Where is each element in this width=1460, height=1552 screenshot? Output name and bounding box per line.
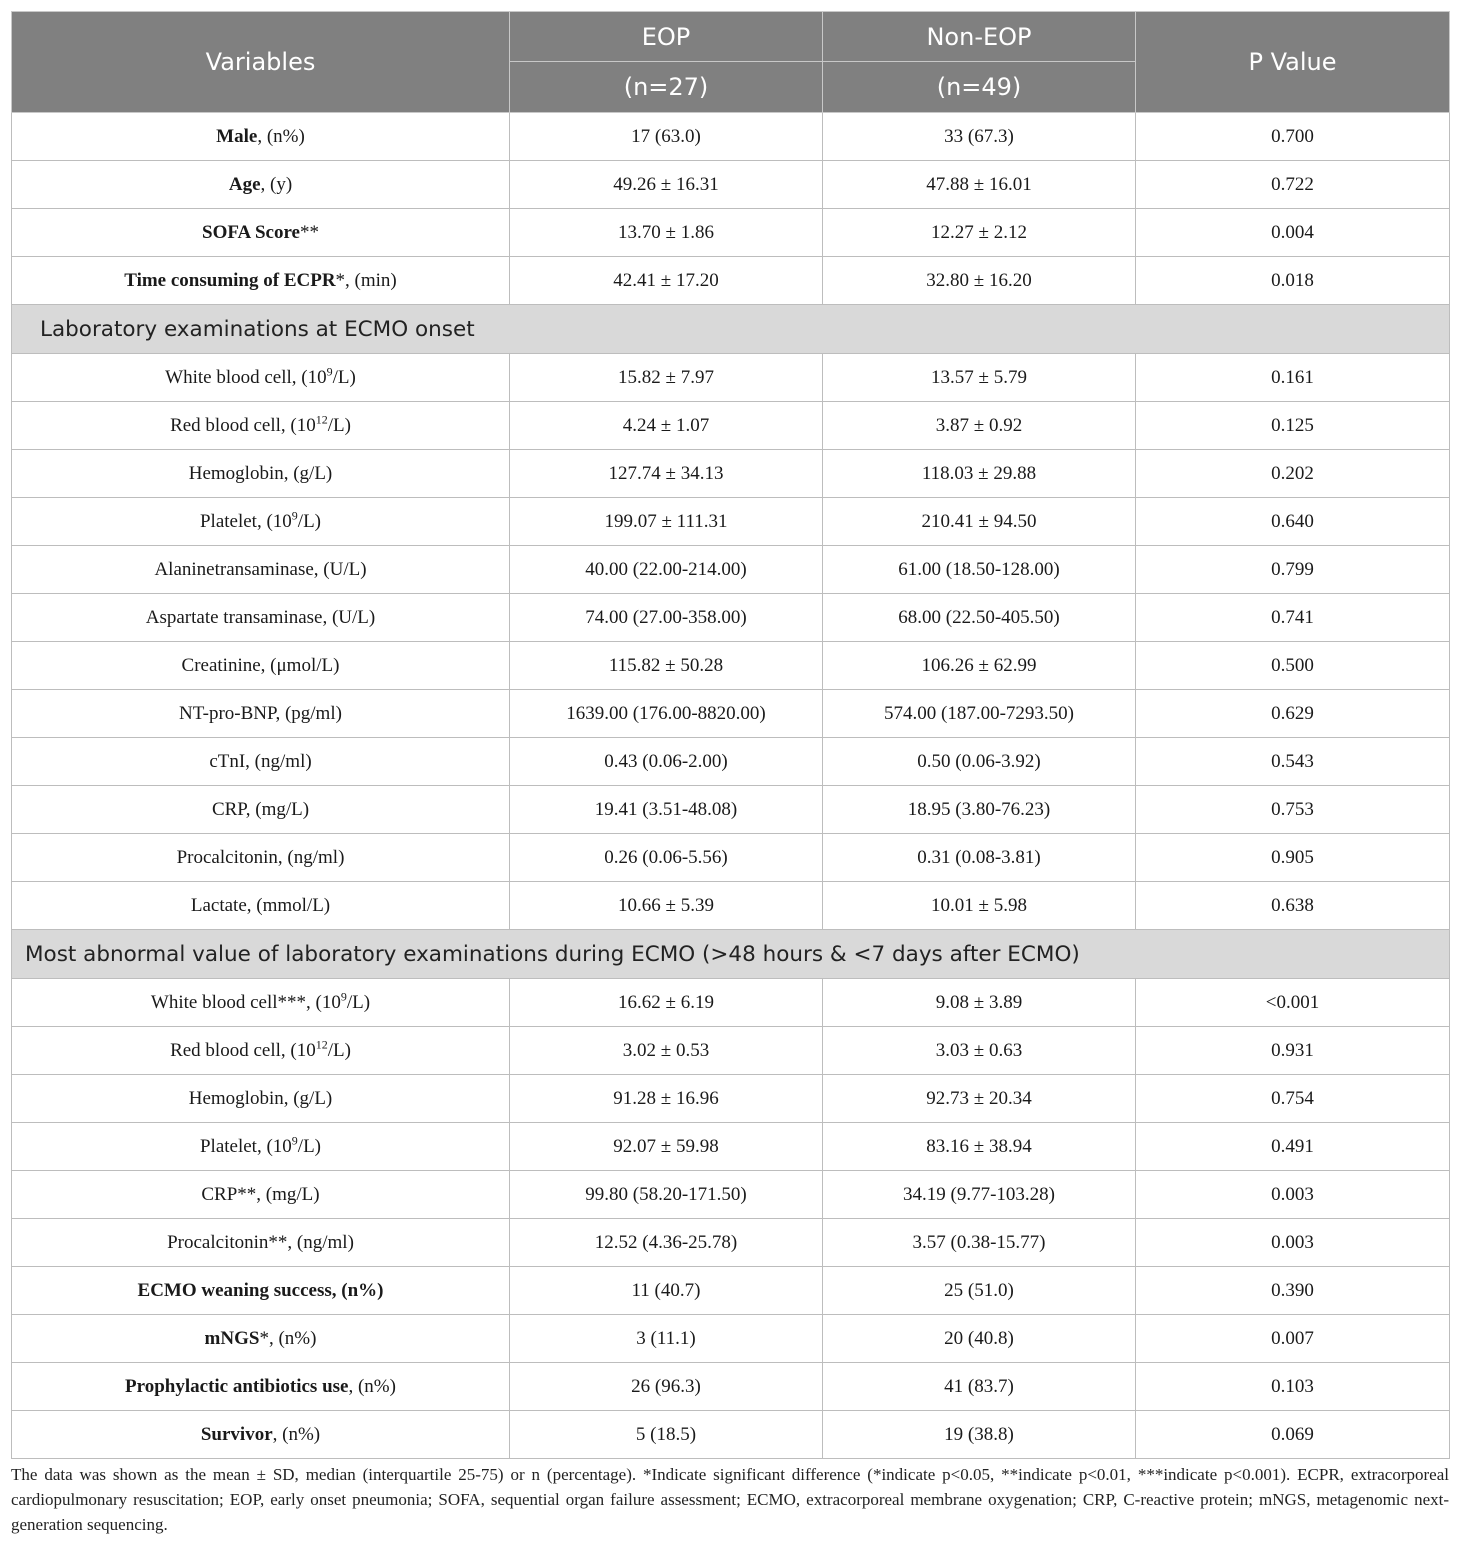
variable-cell: Procalcitonin**, (ng/ml) xyxy=(12,1219,510,1267)
table-row xyxy=(12,1171,1450,1219)
table-row xyxy=(12,834,1450,882)
p-value-cell: 0.543 xyxy=(1136,738,1450,786)
results-table xyxy=(11,11,1450,1459)
variable-cell: Prophylactic antibiotics use, (n%) xyxy=(12,1363,510,1411)
table-row xyxy=(12,690,1450,738)
p-value-cell: <0.001 xyxy=(1136,979,1450,1027)
p-value-cell: 0.069 xyxy=(1136,1411,1450,1459)
variable-cell: cTnI, (ng/ml) xyxy=(12,738,510,786)
variable-cell: Time consuming of ECPR*, (min) xyxy=(12,257,510,305)
variable-cell: Age, (y) xyxy=(12,161,510,209)
variable-cell: Procalcitonin, (ng/ml) xyxy=(12,834,510,882)
variable-cell: Hemoglobin, (g/L) xyxy=(12,1075,510,1123)
table-footnote: The data was shown as the mean ± SD, median (interquartile 25-75) or n (percentage). *Indicate significant difference (*indicate p<0.05, **indicate p<0.01, ***indicate p<0.001). ECPR, extracorporeal cardiopulmonary resuscitation; EOP, early onset pneumonia; SOFA, sequential organ failure assessment; ECMO, extracorporeal membrane oxygenation; CRP, C-reactive protein; mNGS, metagenomic next-generation sequencing. xyxy=(11,1465,1449,1534)
non-eop-cell: 61.00 (18.50-128.00) xyxy=(823,546,1136,594)
variable-cell: mNGS*, (n%) xyxy=(12,1315,510,1363)
section-header-during-ecmo: Most abnormal value of laboratory examinations during ECMO (>48 hours & <7 days after ECMO) xyxy=(12,930,1450,979)
table-row xyxy=(12,546,1450,594)
p-value-cell: 0.638 xyxy=(1136,882,1450,930)
non-eop-cell: 68.00 (22.50-405.50) xyxy=(823,594,1136,642)
non-eop-cell: 20 (40.8) xyxy=(823,1315,1136,1363)
p-value-cell: 0.753 xyxy=(1136,786,1450,834)
eop-cell: 199.07 ± 111.31 xyxy=(510,498,823,546)
p-value-cell: 0.390 xyxy=(1136,1267,1450,1315)
table-row xyxy=(12,113,1450,161)
table-row xyxy=(12,354,1450,402)
table-row xyxy=(12,1315,1450,1363)
variable-cell: Red blood cell, $(10^{12}/L)$ xyxy=(12,402,510,450)
p-value-cell: 0.018 xyxy=(1136,257,1450,305)
non-eop-cell: 0.50 (0.06-3.92) xyxy=(823,738,1136,786)
section-header-ecmo-onset: Laboratory examinations at ECMO onset xyxy=(12,305,1450,354)
table-row xyxy=(12,450,1450,498)
header-non-eop: Non-EOP xyxy=(823,12,1136,62)
non-eop-cell: 12.27 ± 2.12 xyxy=(823,209,1136,257)
eop-cell: 3 (11.1) xyxy=(510,1315,823,1363)
table-row xyxy=(12,257,1450,305)
non-eop-cell: 3.87 ± 0.92 xyxy=(823,402,1136,450)
variable-cell: Lactate, (mmol/L) xyxy=(12,882,510,930)
eop-cell: 127.74 ± 34.13 xyxy=(510,450,823,498)
non-eop-cell: 13.57 ± 5.79 xyxy=(823,354,1136,402)
table-row xyxy=(12,642,1450,690)
p-value-cell: 0.629 xyxy=(1136,690,1450,738)
eop-cell: 0.26 (0.06-5.56) xyxy=(510,834,823,882)
eop-cell: 74.00 (27.00-358.00) xyxy=(510,594,823,642)
table-row xyxy=(12,786,1450,834)
p-value-cell: 0.799 xyxy=(1136,546,1450,594)
eop-cell: 19.41 (3.51-48.08) xyxy=(510,786,823,834)
non-eop-cell: 210.41 ± 94.50 xyxy=(823,498,1136,546)
table-row xyxy=(12,1123,1450,1171)
variable-cell: CRP**, (mg/L) xyxy=(12,1171,510,1219)
eop-cell: 15.82 ± 7.97 xyxy=(510,354,823,402)
eop-cell: 13.70 ± 1.86 xyxy=(510,209,823,257)
eop-cell: 11 (40.7) xyxy=(510,1267,823,1315)
eop-cell: 91.28 ± 16.96 xyxy=(510,1075,823,1123)
eop-cell: 115.82 ± 50.28 xyxy=(510,642,823,690)
table-row xyxy=(12,1219,1450,1267)
non-eop-cell: 47.88 ± 16.01 xyxy=(823,161,1136,209)
eop-cell: 99.80 (58.20-171.50) xyxy=(510,1171,823,1219)
eop-cell: 49.26 ± 16.31 xyxy=(510,161,823,209)
p-value-cell: 0.161 xyxy=(1136,354,1450,402)
eop-cell: 17 (63.0) xyxy=(510,113,823,161)
non-eop-cell: 18.95 (3.80-76.23) xyxy=(823,786,1136,834)
non-eop-cell: 32.80 ± 16.20 xyxy=(823,257,1136,305)
non-eop-cell: 92.73 ± 20.34 xyxy=(823,1075,1136,1123)
variable-cell: Survivor, (n%) xyxy=(12,1411,510,1459)
non-eop-cell: 0.31 (0.08-3.81) xyxy=(823,834,1136,882)
eop-cell: 1639.00 (176.00-8820.00) xyxy=(510,690,823,738)
non-eop-cell: 118.03 ± 29.88 xyxy=(823,450,1136,498)
variable-cell: NT-pro-BNP, (pg/ml) xyxy=(12,690,510,738)
p-value-cell: 0.500 xyxy=(1136,642,1450,690)
table-row xyxy=(12,1075,1450,1123)
table-row xyxy=(12,1363,1450,1411)
eop-cell: 0.43 (0.06-2.00) xyxy=(510,738,823,786)
eop-cell: 16.62 ± 6.19 xyxy=(510,979,823,1027)
p-value-cell: 0.722 xyxy=(1136,161,1450,209)
eop-cell: 26 (96.3) xyxy=(510,1363,823,1411)
table-row xyxy=(12,161,1450,209)
table-row xyxy=(12,209,1450,257)
non-eop-cell: 574.00 (187.00-7293.50) xyxy=(823,690,1136,738)
table-row xyxy=(12,1027,1450,1075)
variable-cell: White blood cell***, $(10^9/L)$ xyxy=(12,979,510,1027)
non-eop-cell: 3.03 ± 0.63 xyxy=(823,1027,1136,1075)
table-row xyxy=(12,498,1450,546)
p-value-cell: 0.700 xyxy=(1136,113,1450,161)
p-value-cell: 0.202 xyxy=(1136,450,1450,498)
non-eop-cell: 33 (67.3) xyxy=(823,113,1136,161)
eop-cell: 3.02 ± 0.53 xyxy=(510,1027,823,1075)
non-eop-cell: 83.16 ± 38.94 xyxy=(823,1123,1136,1171)
non-eop-cell: 10.01 ± 5.98 xyxy=(823,882,1136,930)
p-value-cell: 0.003 xyxy=(1136,1219,1450,1267)
eop-cell: 12.52 (4.36-25.78) xyxy=(510,1219,823,1267)
eop-cell: 5 (18.5) xyxy=(510,1411,823,1459)
p-value-cell: 0.103 xyxy=(1136,1363,1450,1411)
variable-cell: Creatinine, (μmol/L) xyxy=(12,642,510,690)
p-value-cell: 0.003 xyxy=(1136,1171,1450,1219)
section-row xyxy=(12,305,1450,354)
p-value-cell: 0.004 xyxy=(1136,209,1450,257)
variable-cell: Platelet, $(10^9/L)$ xyxy=(12,498,510,546)
eop-cell: 4.24 ± 1.07 xyxy=(510,402,823,450)
table-row xyxy=(12,402,1450,450)
variable-cell: CRP, (mg/L) xyxy=(12,786,510,834)
variable-cell: White blood cell, $(10^9/L)$ xyxy=(12,354,510,402)
eop-cell: 40.00 (22.00-214.00) xyxy=(510,546,823,594)
variable-cell: Hemoglobin, (g/L) xyxy=(12,450,510,498)
p-value-cell: 0.741 xyxy=(1136,594,1450,642)
p-value-cell: 0.007 xyxy=(1136,1315,1450,1363)
eop-cell: 42.41 ± 17.20 xyxy=(510,257,823,305)
table-row xyxy=(12,1411,1450,1459)
table-row xyxy=(12,882,1450,930)
section-row xyxy=(12,930,1450,979)
variable-cell: Aspartate transaminase, (U/L) xyxy=(12,594,510,642)
table-row xyxy=(12,1267,1450,1315)
p-value-cell: 0.905 xyxy=(1136,834,1450,882)
eop-cell: 10.66 ± 5.39 xyxy=(510,882,823,930)
variable-cell: Male, (n%) xyxy=(12,113,510,161)
variable-cell: Red blood cell, $(10^{12}/L)$ xyxy=(12,1027,510,1075)
non-eop-cell: 41 (83.7) xyxy=(823,1363,1136,1411)
header-eop: EOP xyxy=(510,12,823,62)
p-value-cell: 0.491 xyxy=(1136,1123,1450,1171)
non-eop-cell: 3.57 (0.38-15.77) xyxy=(823,1219,1136,1267)
non-eop-cell: 106.26 ± 62.99 xyxy=(823,642,1136,690)
p-value-cell: 0.754 xyxy=(1136,1075,1450,1123)
variable-cell: SOFA Score** xyxy=(12,209,510,257)
header-p-value: P Value xyxy=(1136,12,1450,113)
table-row xyxy=(12,594,1450,642)
non-eop-cell: 19 (38.8) xyxy=(823,1411,1136,1459)
eop-cell: 92.07 ± 59.98 xyxy=(510,1123,823,1171)
header-non-eop-n: (n=49) xyxy=(823,62,1136,113)
header-variables: Variables xyxy=(12,12,510,113)
p-value-cell: 0.125 xyxy=(1136,402,1450,450)
non-eop-cell: 25 (51.0) xyxy=(823,1267,1136,1315)
variable-cell: Alaninetransaminase, (U/L) xyxy=(12,546,510,594)
non-eop-cell: 9.08 ± 3.89 xyxy=(823,979,1136,1027)
non-eop-cell: 34.19 (9.77-103.28) xyxy=(823,1171,1136,1219)
p-value-cell: 0.931 xyxy=(1136,1027,1450,1075)
variable-cell: ECMO weaning success, (n%) xyxy=(12,1267,510,1315)
p-value-cell: 0.640 xyxy=(1136,498,1450,546)
table-row xyxy=(12,738,1450,786)
variable-cell: Platelet, $(10^9/L)$ xyxy=(12,1123,510,1171)
header-eop-n: (n=27) xyxy=(510,62,823,113)
table-row xyxy=(12,979,1450,1027)
results-table-container xyxy=(11,11,1449,1459)
